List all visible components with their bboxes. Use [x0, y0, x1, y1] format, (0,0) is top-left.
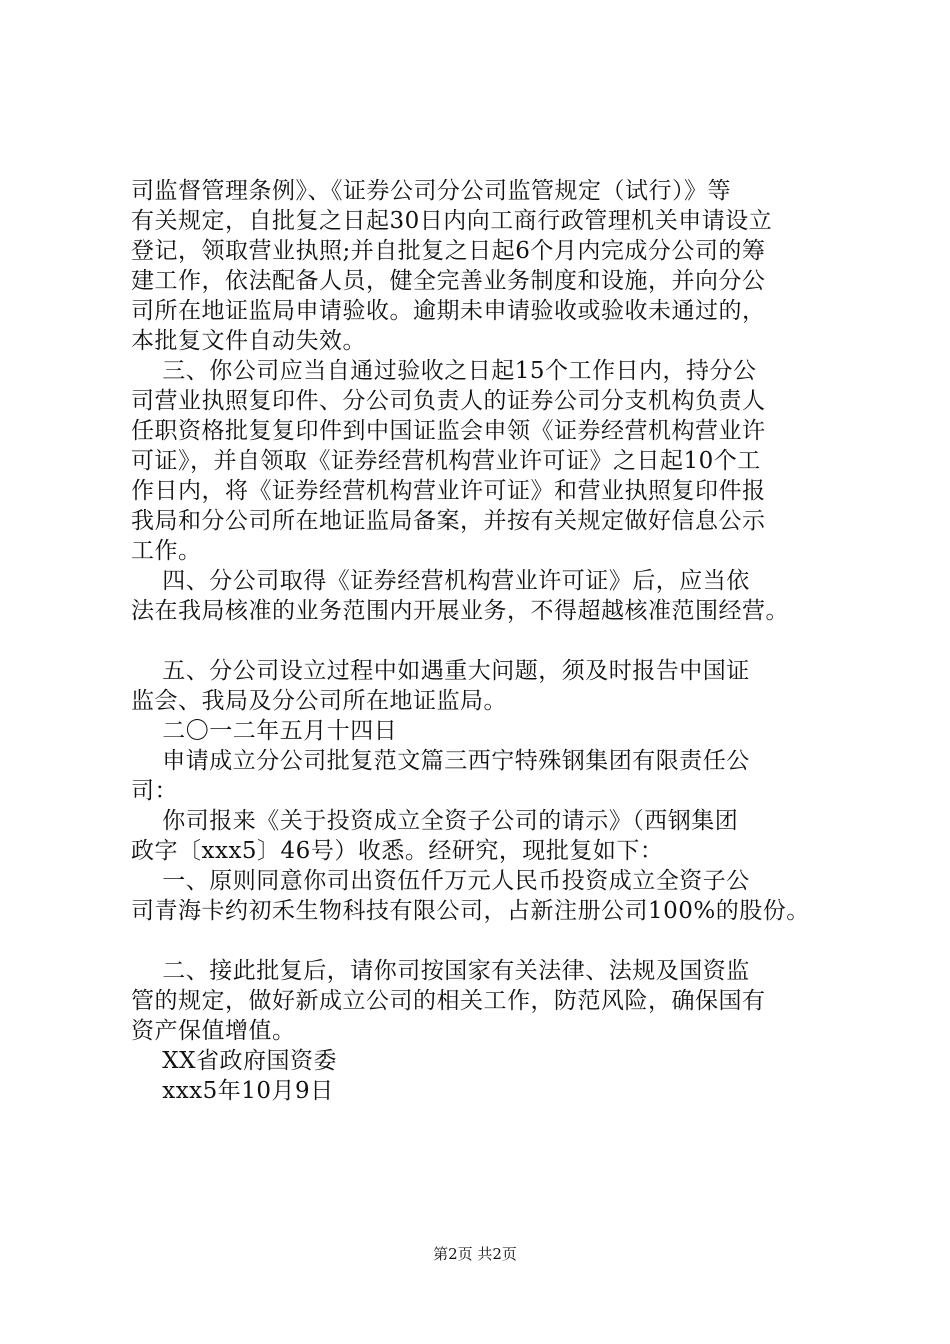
document-body	[131, 176, 851, 1106]
text-line: 资产保值增值。	[131, 1018, 296, 1044]
text-line: 法在我局核准的业务范围内开展业务，不得超越核准范围经营。	[131, 598, 789, 624]
text-line: 你司报来《关于投资成立全资子公司的请示》（西钢集团	[131, 808, 739, 834]
text-line: 司营业执照复印件、分公司负责人的证券公司分支机构负责人	[131, 388, 766, 414]
paragraph-gap	[131, 926, 851, 956]
text-line: 管的规定，做好新成立公司的相关工作，防范风险，确保国有	[131, 988, 766, 1014]
text-line: 司青海卡约初禾生物科技有限公司，占新注册公司100%的股份。	[131, 898, 810, 924]
text-line: 工作。	[131, 538, 202, 564]
date-line: xxx5年10月9日	[131, 1078, 334, 1104]
date-line: 二〇一二年五月十四日	[131, 718, 398, 744]
text-line: 二、接此批复后，请你司按国家有关法律、法规及国资监	[131, 958, 750, 984]
paragraph-gap	[131, 626, 851, 656]
text-line: 司：	[131, 778, 178, 804]
text-line: 司监督管理条例》、《证券公司分公司监管规定（试行）》等	[131, 178, 731, 204]
text-line: 申请成立分公司批复范文篇三西宁特殊钢集团有限责任公	[131, 748, 750, 774]
signature-line: XX省政府国资委	[131, 1048, 337, 1074]
text-line: 本批复文件自动失效。	[131, 328, 366, 354]
text-line: 建工作，依法配备人员，健全完善业务制度和设施，并向分公	[131, 268, 766, 294]
text-line: 三、你公司应当自通过验收之日起15个工作日内，持分公	[131, 358, 757, 384]
text-line: 有关规定，自批复之日起30日内向工商行政管理机关申请设立	[131, 208, 773, 234]
page-footer: 第2页 共2页	[433, 1245, 517, 1263]
text-line: 登记，领取营业执照;并自批复之日起6个月内完成分公司的筹	[131, 238, 766, 264]
text-line: 任职资格批复复印件到中国证监会申领《证券经营机构营业许	[131, 418, 766, 444]
text-line: 监会、我局及分公司所在地证监局。	[131, 688, 507, 714]
text-line: 四、分公司取得《证券经营机构营业许可证》后，应当依	[131, 568, 750, 594]
text-line: 政字〔xxx5〕46号）收悉。经研究，现批复如下：	[131, 838, 664, 864]
text-line: 五、分公司设立过程中如遇重大问题，须及时报告中国证	[131, 658, 750, 684]
text-line: 司所在地证监局申请验收。逾期未申请验收或验收未通过的，	[131, 298, 766, 324]
text-line: 我局和分公司所在地证监局备案，并按有关规定做好信息公示	[131, 508, 766, 534]
text-line: 一、原则同意你司出资伍仟万元人民币投资成立全资子公	[131, 868, 750, 894]
text-line: 作日内，将《证券经营机构营业许可证》和营业执照复印件报	[131, 478, 766, 504]
text-line: 可证》，并自领取《证券经营机构营业许可证》之日起10个工	[131, 448, 761, 474]
